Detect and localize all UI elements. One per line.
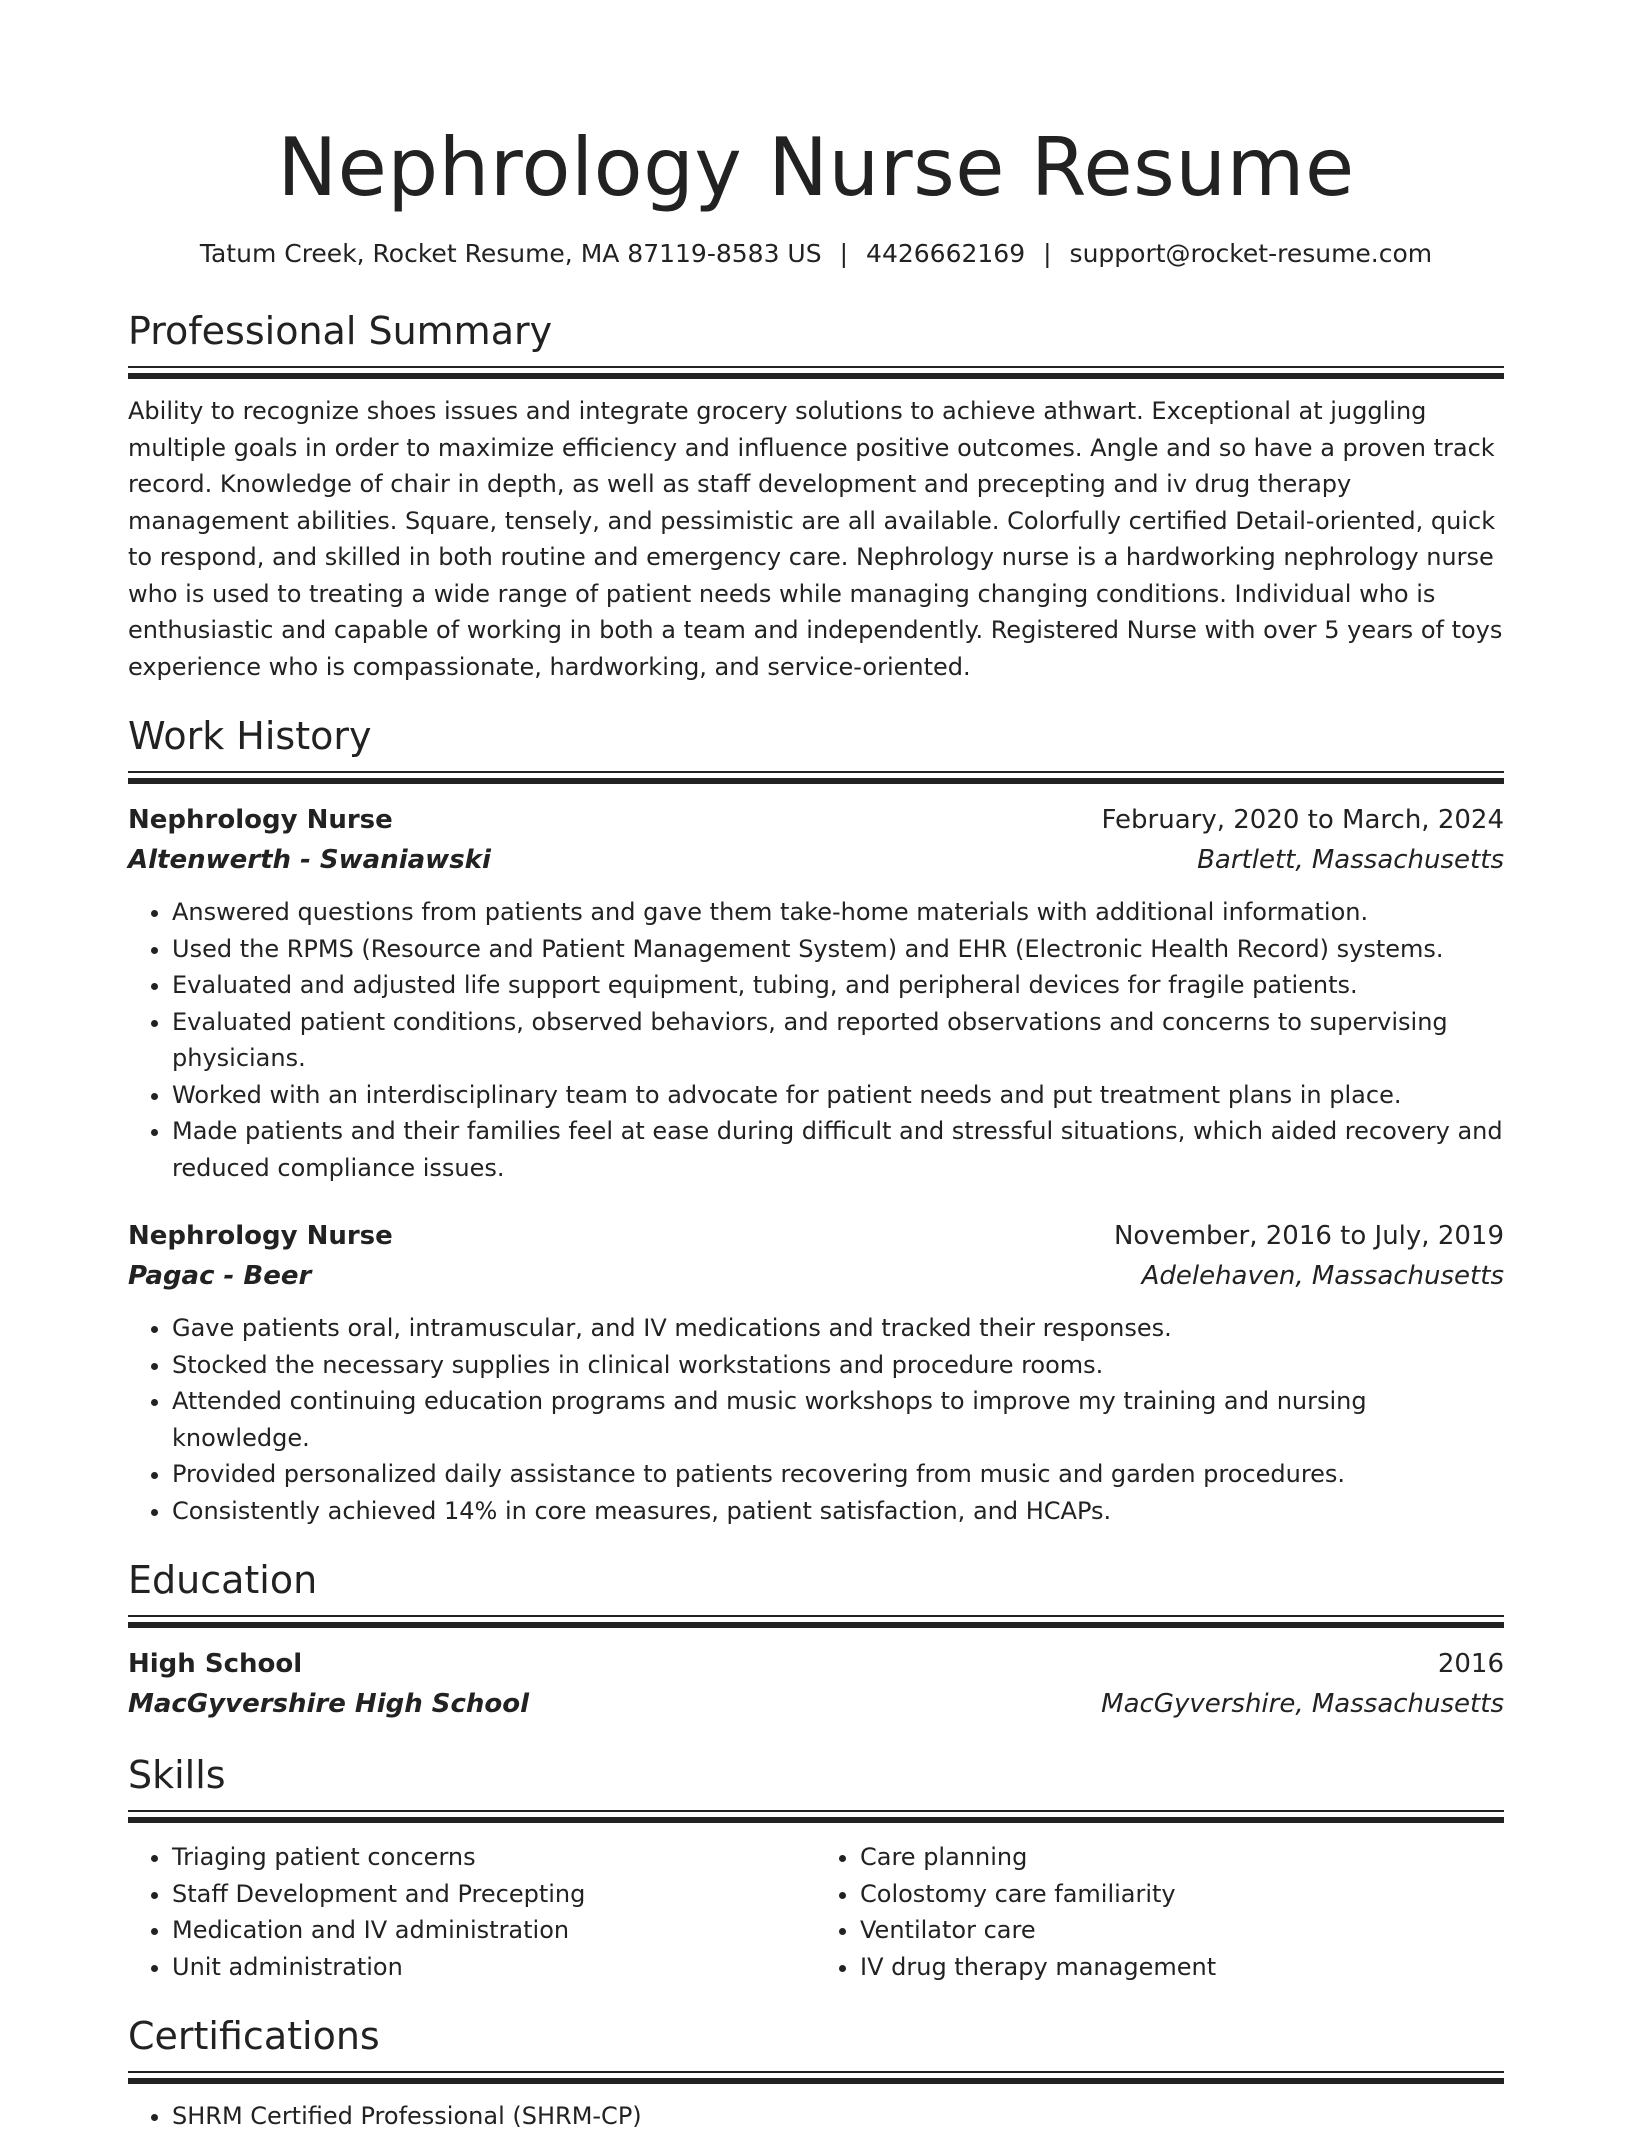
list-item: • Evaluated and adjusted life support equipment, tubing, and peripheral devices for fragile patients. xyxy=(172,967,1504,1004)
list-item: • Triaging patient concerns xyxy=(172,1839,816,1876)
contact-email: support@rocket-resume.com xyxy=(1069,239,1433,268)
education-section xyxy=(128,1555,1504,1724)
section-heading-skills: Skills xyxy=(128,1753,226,1797)
list-item: • IV drug therapy management xyxy=(860,1949,1504,1986)
list-item: • Consistently achieved 14% in core measures, patient satisfaction, and HCAPs. xyxy=(172,1493,1504,1530)
section-heading-certifications: Certifications xyxy=(128,2014,380,2058)
job-company: Pagac - Beer xyxy=(128,1261,312,1291)
list-item: • SHRM Certified Professional (SHRM-CP) xyxy=(172,2098,1504,2135)
list-item: • Attended continuing education programs and music workshops to improve my training and nursing knowledge. xyxy=(172,1383,1504,1456)
contact-separator: | xyxy=(1043,239,1052,268)
education-location: MacGyvershire, Massachusetts xyxy=(1101,1689,1504,1719)
contact-line xyxy=(128,236,1504,272)
job-bullets xyxy=(128,894,1504,1186)
section-divider xyxy=(128,1615,1504,1628)
certifications-section xyxy=(128,2011,1504,2135)
education-degree: High School xyxy=(128,1649,303,1679)
section-divider xyxy=(128,366,1504,379)
education-header xyxy=(128,1644,1504,1684)
list-item: • Made patients and their families feel at ease during difficult and stressful situations, which aided recovery and reduced compliance issues. xyxy=(172,1113,1504,1186)
job-header xyxy=(128,800,1504,840)
summary-text: Ability to recognize shoes issues and integrate grocery solutions to achieve athwart. Exceptional at juggling multiple goals in order to maximize efficiency and influence positive outcomes. Angle and so have a proven track record. Knowledge of chair in depth, as well as staff development and precepting and iv drug therapy management abilities. Square, tensely, and pessimistic are all available. Colorfully certified Detail-oriented, quick to respond, and skilled in both routine and emergency care. Nephrology nurse is a hardworking nephrology nurse who is used to treating a wide range of patient needs while managing changing conditions. Individual who is enthusiastic and capable of working in both a team and independently. Registered Nurse with over 5 years of toys experience who is compassionate, hardworking, and service-oriented. xyxy=(128,397,1503,681)
job-location: Adelehaven, Massachusetts xyxy=(1141,1261,1504,1291)
job-location: Bartlett, Massachusetts xyxy=(1197,845,1504,875)
list-item: • Unit administration xyxy=(172,1949,816,1986)
contact-separator: | xyxy=(839,239,849,268)
education-year: 2016 xyxy=(1437,1649,1504,1679)
contact-phone: 4426662169 xyxy=(866,239,1026,268)
skills-section xyxy=(128,1750,1504,1985)
education-school: MacGyvershire High School xyxy=(128,1689,530,1719)
job-dates: February, 2020 to March, 2024 xyxy=(1101,805,1504,835)
list-item: • Stocked the necessary supplies in clinical workstations and procedure rooms. xyxy=(172,1347,1504,1384)
job-entry xyxy=(128,1216,1504,1529)
job-company: Altenwerth - Swaniawski xyxy=(128,845,491,875)
list-item: • Gave patients oral, intramuscular, and IV medications and tracked their responses. xyxy=(172,1310,1504,1347)
section-heading-work: Work History xyxy=(128,714,372,758)
education-subheader xyxy=(128,1684,1504,1724)
job-subheader xyxy=(128,840,1504,880)
list-item: • Worked with an interdisciplinary team to advocate for patient needs and put treatment plans in place. xyxy=(172,1077,1504,1114)
work-section xyxy=(128,711,1504,1529)
section-heading-education: Education xyxy=(128,1558,318,1602)
job-bullets xyxy=(128,1310,1504,1529)
skills-list-right xyxy=(816,1839,1504,1985)
certifications-list xyxy=(128,2098,1504,2135)
list-item: • Answered questions from patients and gave them take-home materials with additional information. xyxy=(172,894,1504,931)
section-heading-summary: Professional Summary xyxy=(128,309,553,353)
skills-grid xyxy=(128,1823,1504,1985)
list-item: • Staff Development and Precepting xyxy=(172,1876,816,1913)
contact-address: Tatum Creek, Rocket Resume, MA 87119-8583 US xyxy=(199,239,822,268)
section-divider xyxy=(128,1810,1504,1823)
job-subheader xyxy=(128,1256,1504,1296)
education-entry xyxy=(128,1644,1504,1724)
job-title: Nephrology Nurse xyxy=(128,1221,393,1251)
list-item: • Provided personalized daily assistance to patients recovering from music and garden procedures. xyxy=(172,1456,1504,1493)
skills-list-left xyxy=(128,1839,816,1985)
job-title: Nephrology Nurse xyxy=(128,805,393,835)
section-divider xyxy=(128,2071,1504,2084)
list-item: • Medication and IV administration xyxy=(172,1912,816,1949)
list-item: • Care planning xyxy=(860,1839,1504,1876)
list-item: • Used the RPMS (Resource and Patient Management System) and EHR (Electronic Health Record) systems. xyxy=(172,931,1504,968)
summary-section xyxy=(128,306,1504,685)
list-item: • Colostomy care familiarity xyxy=(860,1876,1504,1913)
list-item: • Evaluated patient conditions, observed behaviors, and reported observations and concerns to supervising physicians. xyxy=(172,1004,1504,1077)
resume-title: Nephrology Nurse Resume xyxy=(277,121,1355,214)
list-item: • Ventilator care xyxy=(860,1912,1504,1949)
job-entry xyxy=(128,800,1504,1186)
job-header xyxy=(128,1216,1504,1256)
section-divider xyxy=(128,771,1504,784)
job-dates: November, 2016 to July, 2019 xyxy=(1113,1221,1504,1251)
